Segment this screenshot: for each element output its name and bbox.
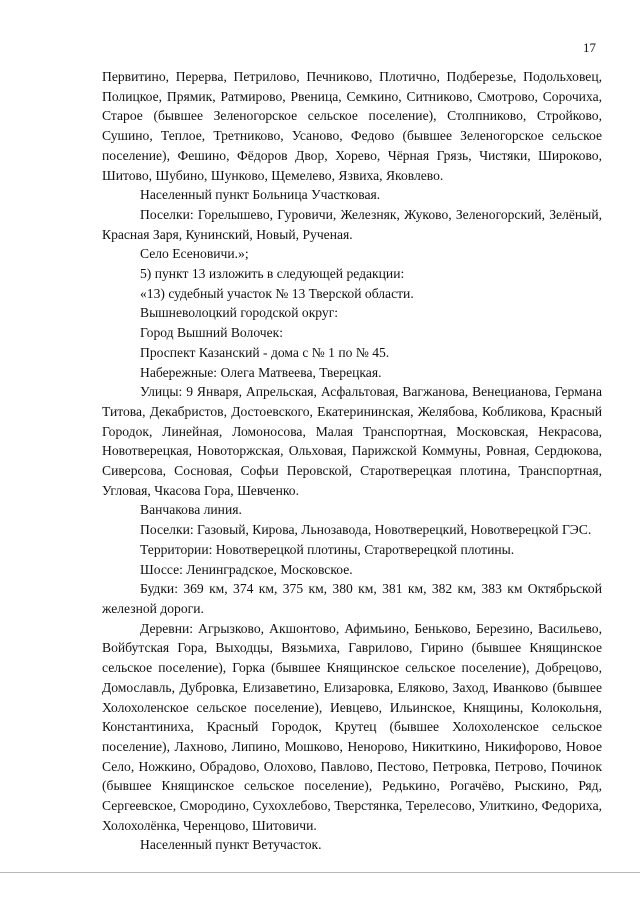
paragraph-settlement-hospital: Населенный пункт Больница Участковая. — [140, 187, 381, 203]
paragraph-highways: Шоссе: Ленинградское, Московское. — [140, 561, 353, 577]
paragraph-city: Город Вышний Волочек: — [140, 325, 284, 341]
paragraph-villages: Деревни: Агрызково, Акшонтово, Афимьино, Беньково, Березино, Васильево, Войбутская Гора, Выходцы, Вязьмиха, Гаврилово, Гирино (бывшее Княщинское сельское поселение), Горка (бывшее Княщинское сельское поселение), Добрецово, Домославль, Дубровка, Елизаветино, Елизаровка, Еляково, Заход, Иванково (бывшее Холохоленское сельское поселение), Иевцево, Ильинское, Княщины, Колокольня, Константиниха, Красный Городок, Крутец (бывшее Холохоленское сельское поселение), Лахново, Липино, Мошково, Ненорово, Никиткино, Никифорово, Новое Село, Ножкино, Обрадово, Олохово, Павлово, Пестово, Петровка, Петрово, Починок (бывшее Княщинское сельское поселение), Редькино, Рогачёво, Рыскино, Ряд, Сергеевское, Смородино, Сухохлебово, Тверстянка, Терелесово, Улиткино, Федориха, Холохолёнка, Черенцово, Шитовичи. — [102, 620, 602, 833]
page-bottom-edge — [0, 872, 640, 873]
paragraph-avenue: Проспект Казанский - дома с № 1 по № 45. — [140, 344, 390, 360]
paragraph-city-settlements: Поселки: Газовый, Кирова, Льнозавода, Новотверецкий, Новотверецкой ГЭС. — [140, 522, 592, 538]
paragraph-embankments: Набережные: Олега Матвеева, Тверецкая. — [140, 364, 382, 380]
paragraph-city-district: Вышневолоцкий городской округ: — [140, 305, 339, 321]
paragraph-villages-continued: Первитино, Перерва, Петрилово, Печниково, Плотично, Подберезье, Подольховец, Полицкое, Прямик, Ратмирово, Рвеница, Семкино, Ситниково, Смотрово, Сорочиха, Старое (бывшее Зеленогорское сельское поселение), Столпниково, Стройково, Сушино, Теплое, Третниково, Усаново, Федово (бывшее Зеленогорское сельское поселение), Фешино, Фёдоров Двор, Хорево, Чёрная Грязь, Чистяки, Широково, Шитово, Шубино, Шунково, Щемелево, Язвиха, Яковлево. — [102, 69, 602, 183]
paragraph-item-5: 5) пункт 13 изложить в следующей редакции: — [140, 266, 405, 282]
paragraph-court-district-13: «13) судебный участок № 13 Тверской области. — [140, 285, 414, 301]
page-number: 17 — [583, 40, 596, 55]
paragraph-line: Ванчакова линия. — [140, 502, 242, 518]
document-body — [102, 67, 602, 855]
paragraph-settlement-vet: Населенный пункт Ветучасток. — [140, 837, 322, 853]
paragraph-settlements: Поселки: Горелышево, Гуровичи, Железняк, Жуково, Зеленогорский, Зелёный, Красная Заря, Кунинский, Новый, Рученая. — [102, 206, 602, 242]
paragraph-railway-booths: Будки: 369 км, 374 км, 375 км, 380 км, 381 км, 382 км, 383 км Октябрьской железной дороги. — [102, 581, 602, 616]
paragraph-territories: Территории: Новотверецкой плотины, Старотверецкой плотины. — [140, 541, 515, 557]
paragraph-village-esenovichi: Село Есеновичи.»; — [140, 246, 249, 262]
paragraph-streets: Улицы: 9 Января, Апрельская, Асфальтовая, Вагжанова, Венецианова, Германа Титова, Декабристов, Достоевского, Екатерининская, Желябова, Кобликова, Красный Городок, Линейная, Ломоносова, Малая Транспортная, Московская, Некрасова, Новотверецкая, Новоторжская, Ольховая, Парижской Коммуны, Ровная, Сердюкова, Сиверсова, Сосновая, Софьи Перовской, Старотверецкая плотина, Транспортная, Угловая, Чкасова Гора, Шевченко. — [102, 384, 602, 498]
